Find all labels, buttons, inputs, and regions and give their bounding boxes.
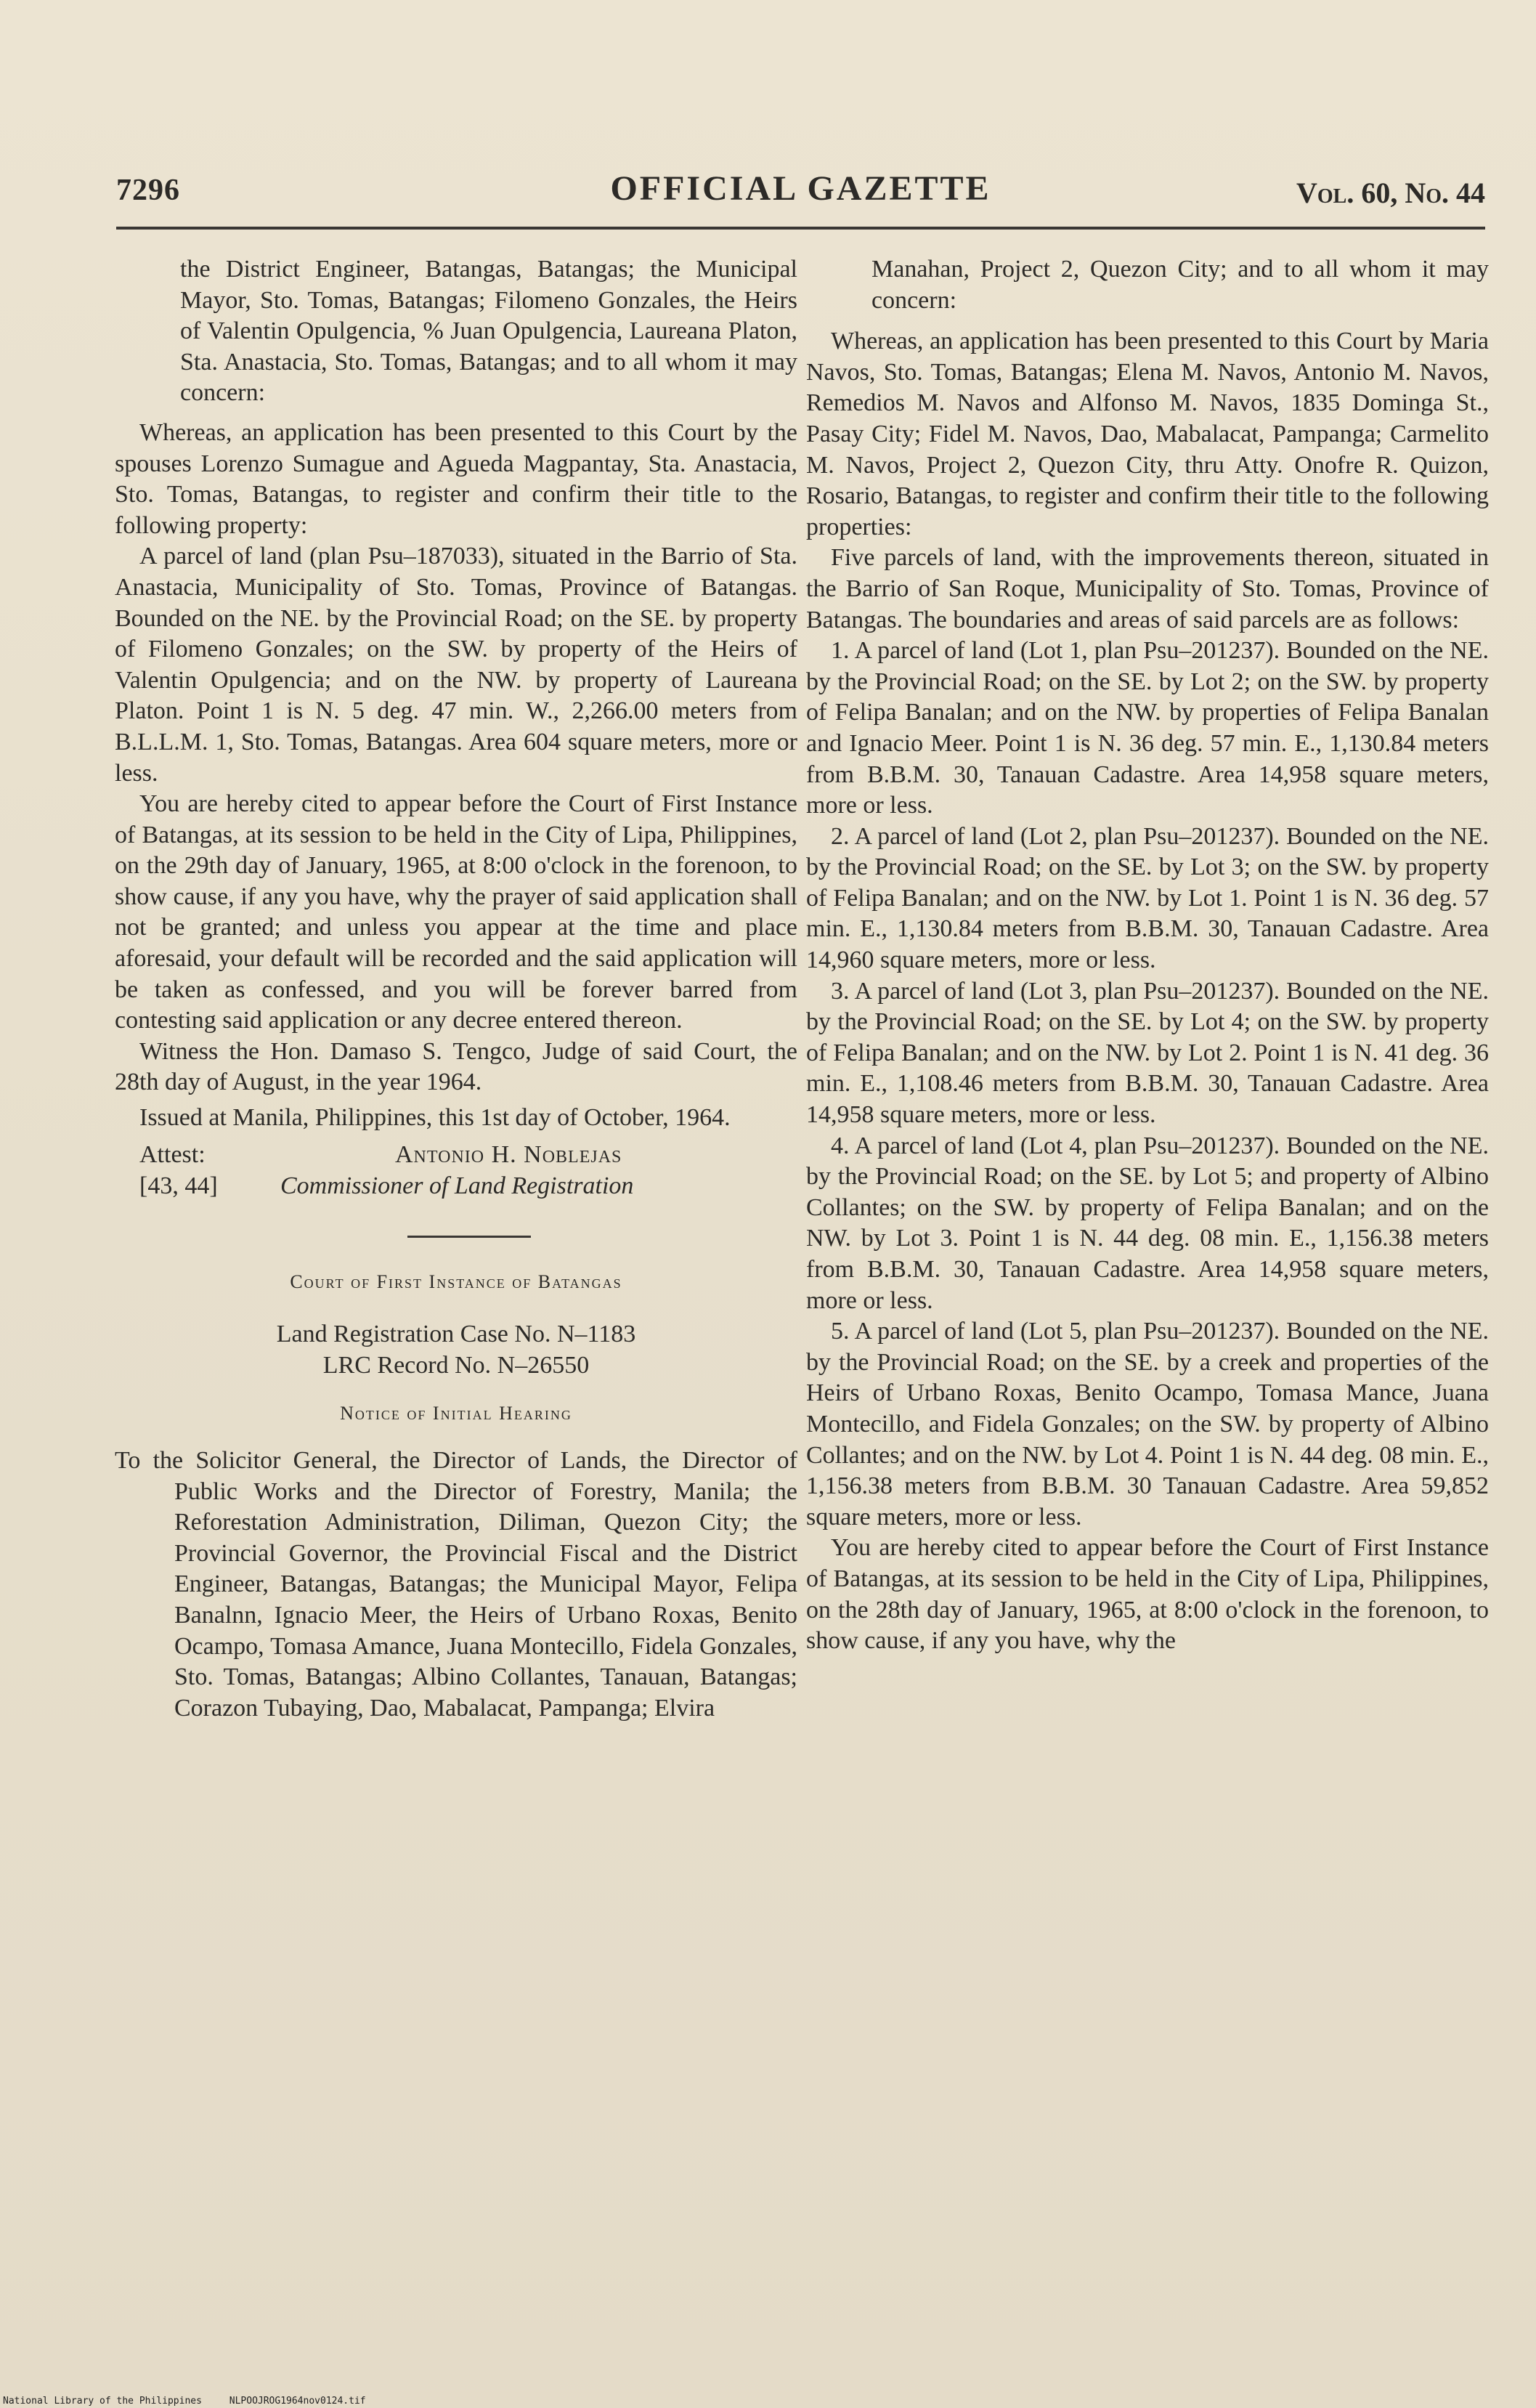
- lot-5: 5. A parcel of land (Lot 5, plan Psu–201237). Bounded on the NE. by the Provincial Road; on the SE. by a creek and properties of the Heirs of Urbano Roxas, Benito Ocampo, Tomasa Mance, Juana Montecillo, and Fidela Gonzales; on the SW. by property of Albino Collantes; and on the NW. by Lot 4. Point 1 is N. 44 deg. 08 min. E., 1,156.38 meters from B.B.M. 30 Tanauan Cadastre. Area 59,852 square meters, more or less.: [806, 1318, 1489, 1531]
- lot-2: 2. A parcel of land (Lot 2, plan Psu–201237). Bounded on the NE. by the Provincial Road; on the SE. by Lot 3; on the SW. by property of Felipa Banalan; and on the NW. by Lot 1. Point 1 is N. 36 deg. 57 min. E., 1,130.84 meters from B.B.M. 30, Tanauan Cadastre. Area 14,960 square meters, more or less.: [806, 822, 1489, 974]
- case-number: Land Registration Case No. N–1183: [276, 1321, 636, 1348]
- header-rule: [116, 227, 1485, 230]
- attest-label: Attest:: [139, 1140, 206, 1168]
- attestation: [115, 1140, 797, 1202]
- whereas-paragraph: Whereas, an application has been presented to this Court by Maria Navos, Sto. Tomas, Batangas; Elena M. Navos, Antonio M. Navos, Remedios M. Navos and Alfonso M. Navos, 1835 Dominga St., Pasay City; Fidel M. Navos, Dao, Mabalacat, Pampanga; Carmelito M. Navos, Project 2, Quezon City, thru Atty. Onofre R. Quizon, Rosario, Batangas, to register and confirm their title to the following properties:: [806, 328, 1489, 540]
- right-column: [806, 254, 1489, 1657]
- parcels-intro: Five parcels of land, with the improvements thereon, situated in the Barrio of San Roque, Municipality of Sto. Tomas, Province of Batangas. The boundaries and areas of said parcels are as follows:: [806, 544, 1489, 633]
- citation-paragraph: You are hereby cited to appear before the Court of First Instance of Batangas, at its session to be held in the City of Lipa, Philippines, on the 28th day of January, 1965, at 8:00 o'clock in the forenoon, to show cause, if any you have, why the: [806, 1534, 1489, 1655]
- lot-1: 1. A parcel of land (Lot 1, plan Psu–201237). Bounded on the NE. by the Provincial Road; on the SE. by Lot 2; on the SW. by property of Felipa Banalan; and on the NW. by properties of Felipa Banalan and Ignacio Meer. Point 1 is N. 36 deg. 57 min. E., 1,130.84 meters from B.B.M. 30, Tanauan Cadastre. Area 14,958 square meters, more or less.: [806, 637, 1489, 819]
- section-divider: [407, 1236, 531, 1238]
- file-name: NLPOOJROG1964nov0124.tif: [229, 2396, 366, 2407]
- whereas-paragraph: Whereas, an application has been presented to this Court by the spouses Lorenzo Sumague and Agueda Magpantay, Sta. Anastacia, Sto. Tomas, Batangas, to register and confirm their title to the following property:: [115, 418, 797, 539]
- issued-paragraph: Issued at Manila, Philippines, this 1st day of October, 1964.: [139, 1104, 731, 1132]
- attest-name: Antonio H. Noblejas: [395, 1140, 622, 1168]
- page-header: [116, 166, 1485, 224]
- lrc-record: LRC Record No. N–26550: [322, 1351, 590, 1379]
- citation-paragraph: You are hereby cited to appear before the Court of First Instance of Batangas, at its session to be held in the City of Lipa, Philippines, on the 29th day of January, 1965, at 8:00 o'clock in the forenoon, to show cause, if any you have, why the prayer of said application shall not be granted; and unless you appear at the time and place aforesaid, your default will be recorded and the said application will be taken as confessed, and you will be forever barred from contesting said application or any decree entered thereon.: [115, 790, 797, 1034]
- scan-footer: [3, 2396, 388, 2407]
- page-number: 7296: [116, 174, 180, 207]
- witness-paragraph: Witness the Hon. Damaso S. Tengco, Judge of said Court, the 28th day of August, in the year 1964.: [115, 1037, 797, 1096]
- lot-4: 4. A parcel of land (Lot 4, plan Psu–201237). Bounded on the NE. by the Provincial Road; on the SE. by Lot 5; and property of Albino Collantes; on the SW. by property of Felipa Banalan; and on the NW. by Lot 3. Point 1 is N. 44 deg. 08 min. E., 1,156.38 meters from B.B.M. 30, Tanauan Cadastre. Area 14,958 square meters, more or less.: [806, 1132, 1489, 1314]
- court-heading: Court of First Instance of Batangas: [290, 1270, 622, 1292]
- addressees: To the Solicitor General, the Director of Lands, the Director of Public Works and the Director of Forestry, Manila; the Reforestation Administration, Diliman, Quezon City; the Provincial Governor, the Provincial Fiscal and the District Engineer, Batangas, Batangas; the Municipal Mayor, Felipa Banalnn, Ignacio Meer, the Heirs of Urbano Roxas, Benito Ocampo, Tomasa Amance, Juana Montecillo, Fidela Gonzales, Sto. Tomas, Batangas; Albino Collantes, Tanauan, Batangas; Corazon Tubaying, Dao, Mabalacat, Pampanga; Elvira: [115, 1447, 797, 1722]
- property-description: A parcel of land (plan Psu–187033), situated in the Barrio of Sta. Anastacia, Municipality of Sto. Tomas, Province of Batangas. Bounded on the NE. by the Provincial Road; on the SE. by property of Filomeno Gonzales; on the SW. by property of the Heirs of Valentin Opulgencia; and on the NW. by property of Laureana Platon. Point 1 is N. 5 deg. 47 min. W., 2,266.00 meters from B.L.L.M. 1, Sto. Tomas, Batangas. Area 604 square meters, more or less.: [115, 543, 797, 787]
- addressees-continued: Manahan, Project 2, Quezon City; and to all whom it may concern:: [871, 256, 1489, 314]
- volume-number: Vol. 60, No. 44: [1296, 177, 1485, 209]
- addressees-continued: the District Engineer, Batangas, Batangas; the Municipal Mayor, Sto. Tomas, Batangas; Filomeno Gonzales, the Heirs of Valentin Opulgencia, % Juan Opulgencia, Laureana Platon, Sta. Anastacia, Sto. Tomas, Batangas; and to all whom it may concern:: [180, 256, 797, 407]
- left-column: [115, 254, 797, 1724]
- notice-heading: Notice of Initial Hearing: [340, 1403, 572, 1424]
- issue-reference: [43, 44]: [139, 1172, 218, 1199]
- publication-title: OFFICIAL GAZETTE: [610, 169, 991, 208]
- library-credit: National Library of the Philippines: [3, 2396, 202, 2407]
- lot-3: 3. A parcel of land (Lot 3, plan Psu–201237). Bounded on the NE. by the Provincial Road; on the SE. by Lot 4; on the SW. by property of Felipa Banalan; and on the NW. by Lot 2. Point 1 is N. 41 deg. 36 min. E., 1,108.46 meters from B.B.M. 30, Tanauan Cadastre. Area 14,958 square meters, more or less.: [806, 977, 1489, 1129]
- attest-title: Commissioner of Land Registration: [280, 1172, 634, 1199]
